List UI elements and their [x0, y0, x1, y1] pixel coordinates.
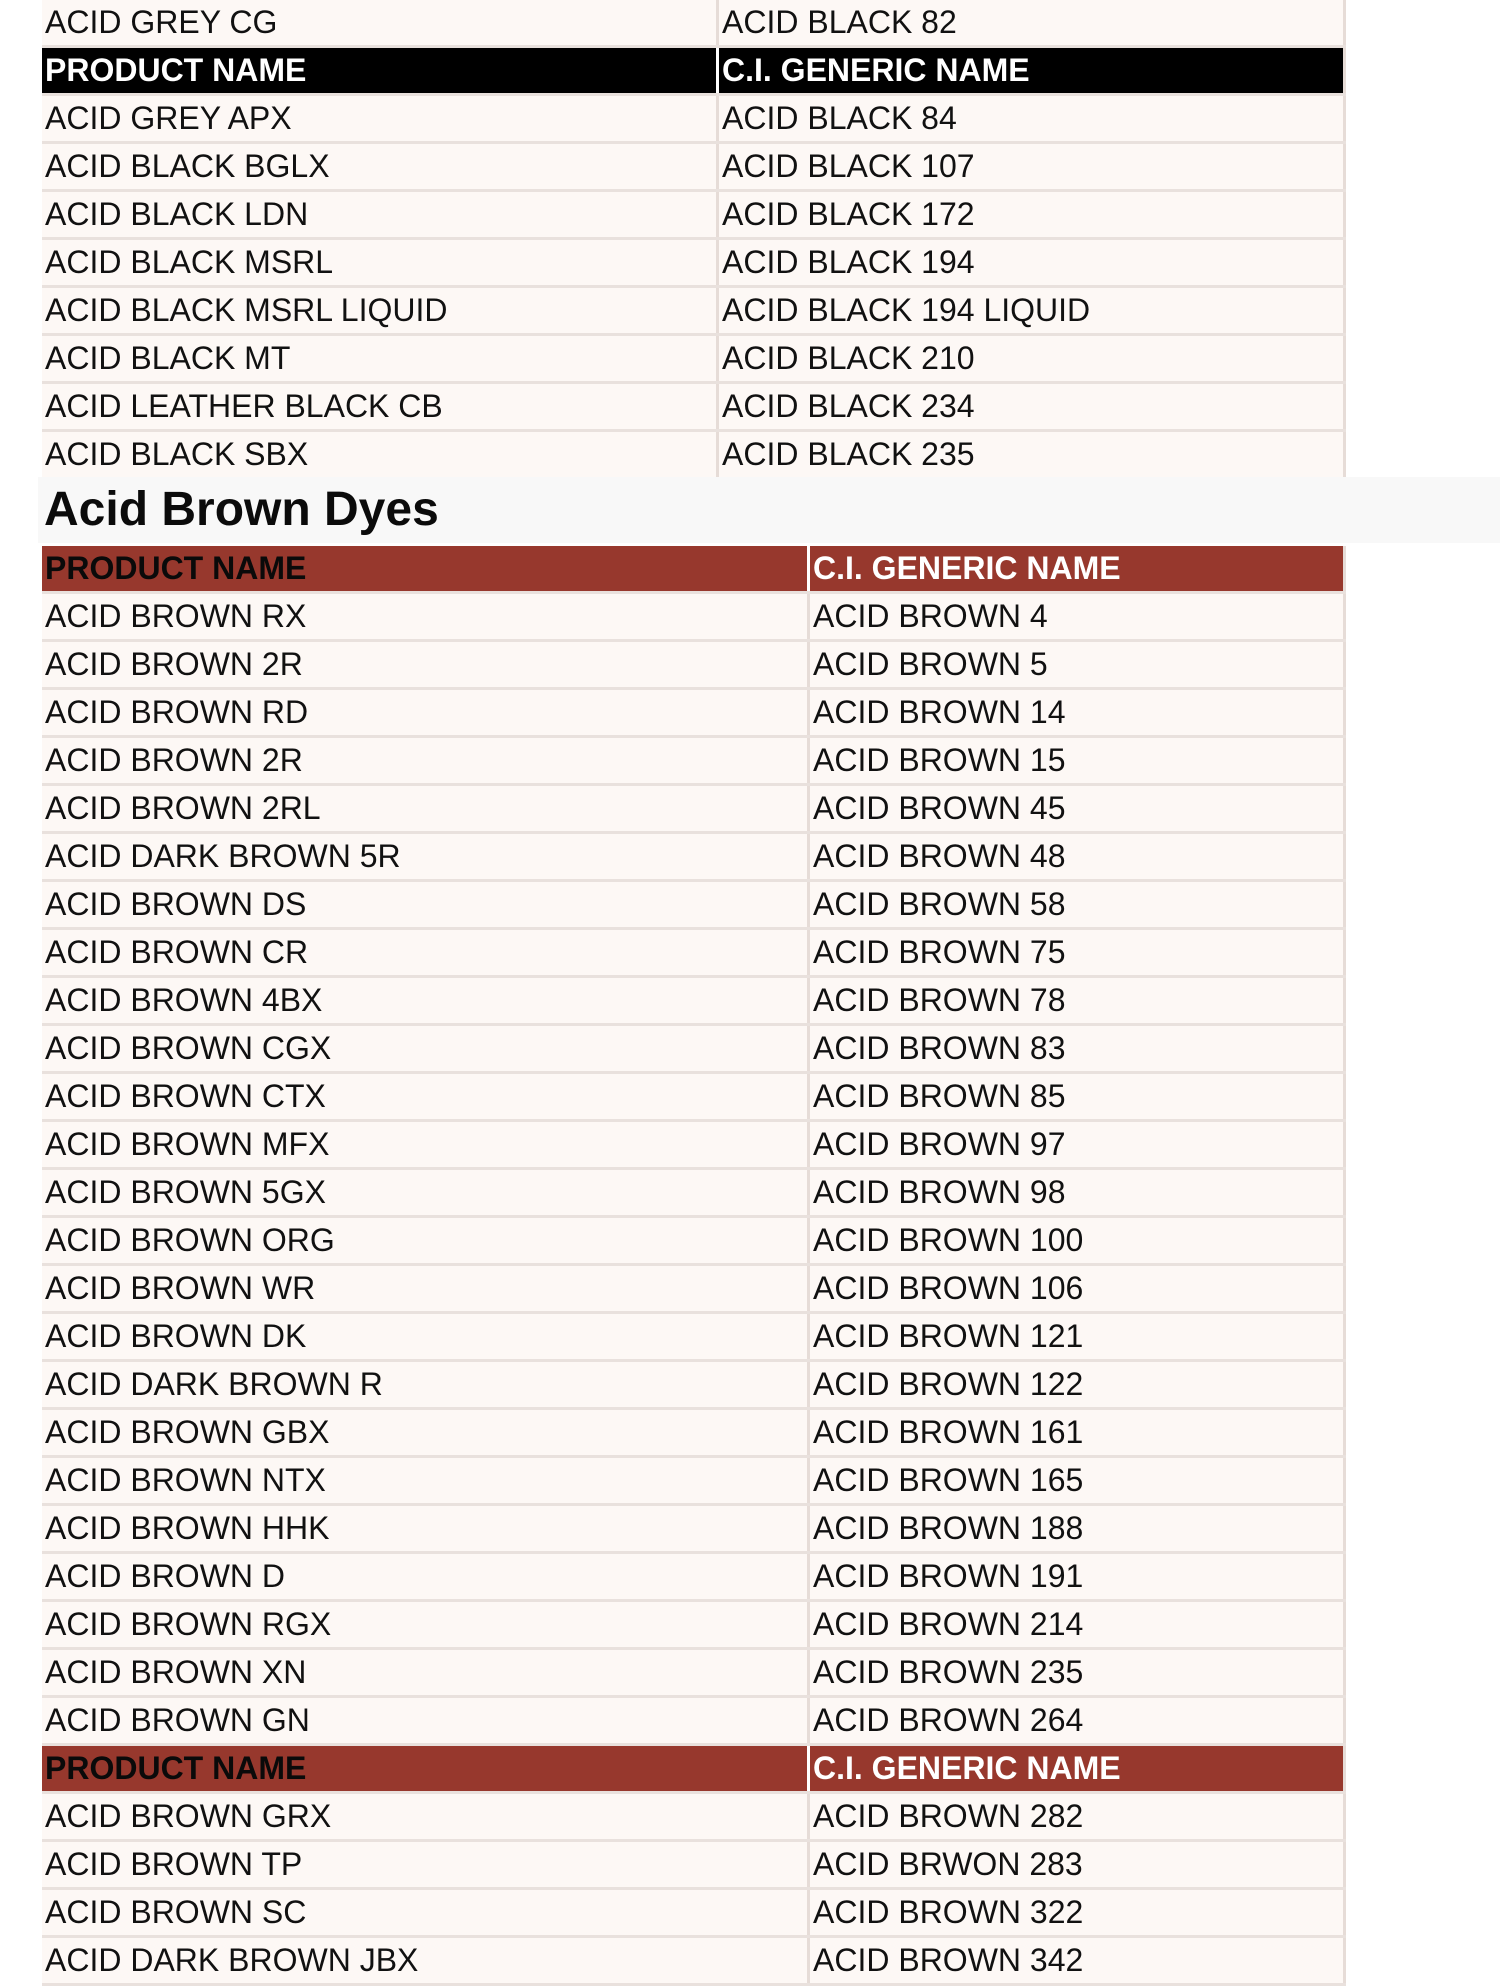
- product-name-cell: ACID BROWN GRX: [45, 1798, 332, 1834]
- table-header-row: [42, 1746, 1346, 1794]
- product-name-cell: ACID BROWN MFX: [45, 1126, 330, 1162]
- table-row: [42, 1698, 1346, 1746]
- product-name-cell: ACID BROWN HHK: [45, 1510, 330, 1546]
- generic-name-cell: ACID BROWN 45: [807, 786, 1346, 831]
- header-product-name: PRODUCT NAME: [45, 52, 307, 88]
- product-name-cell: ACID BLACK MSRL LIQUID: [45, 292, 448, 328]
- header-generic-name: C.I. GENERIC NAME: [807, 546, 1346, 591]
- product-name-cell: ACID BROWN SC: [45, 1894, 307, 1930]
- generic-name-cell: ACID BROWN 235: [807, 1650, 1346, 1695]
- product-name-cell: ACID BROWN 2R: [45, 646, 303, 682]
- header-product-name: PRODUCT NAME: [45, 1750, 307, 1786]
- table-row: [42, 1458, 1346, 1506]
- generic-name-cell: ACID BROWN 214: [807, 1602, 1346, 1647]
- table-row: [42, 1650, 1346, 1698]
- header-product-name: PRODUCT NAME: [45, 550, 307, 586]
- table-row: [42, 1362, 1346, 1410]
- table-row: [42, 978, 1346, 1026]
- generic-name-cell: ACID BROWN 188: [807, 1506, 1346, 1551]
- table-row: [42, 738, 1346, 786]
- product-name-cell: ACID BROWN RGX: [45, 1606, 332, 1642]
- product-name-cell: ACID BROWN 2R: [45, 742, 303, 778]
- product-name-cell: ACID GREY CG: [45, 4, 278, 40]
- generic-name-cell: ACID BROWN 15: [807, 738, 1346, 783]
- generic-name-cell: ACID BROWN 5: [807, 642, 1346, 687]
- product-name-cell: ACID BROWN 2RL: [45, 790, 321, 826]
- product-name-cell: ACID BROWN XN: [45, 1654, 307, 1690]
- table-row: [42, 1890, 1346, 1938]
- header-generic-name: C.I. GENERIC NAME: [716, 48, 1346, 93]
- table-row: [42, 1410, 1346, 1458]
- product-name-cell: ACID BLACK LDN: [45, 196, 309, 232]
- table-row: [42, 240, 1346, 288]
- table-row: [42, 1554, 1346, 1602]
- generic-name-cell: ACID BROWN 161: [807, 1410, 1346, 1455]
- table-header-row: [42, 546, 1346, 594]
- generic-name-cell: ACID BROWN 100: [807, 1218, 1346, 1263]
- product-name-cell: ACID BROWN WR: [45, 1270, 316, 1306]
- product-name-cell: ACID BROWN DS: [45, 886, 307, 922]
- product-name-cell: ACID BROWN RD: [45, 694, 309, 730]
- generic-name-cell: ACID BLACK 172: [716, 192, 1346, 237]
- generic-name-cell: ACID BROWN 4: [807, 594, 1346, 639]
- table-row: [42, 1266, 1346, 1314]
- generic-name-cell: ACID BROWN 48: [807, 834, 1346, 879]
- table-row: [42, 690, 1346, 738]
- product-name-cell: ACID BLACK SBX: [45, 436, 309, 472]
- acid-brown-table: [42, 546, 1346, 1986]
- table-row: [42, 144, 1346, 192]
- table-row: [42, 786, 1346, 834]
- product-name-cell: ACID BLACK BGLX: [45, 148, 330, 184]
- generic-name-cell: ACID BROWN 97: [807, 1122, 1346, 1167]
- generic-name-cell: ACID BLACK 194: [716, 240, 1346, 285]
- header-generic-name: C.I. GENERIC NAME: [807, 1746, 1346, 1791]
- product-name-cell: ACID BROWN RX: [45, 598, 307, 634]
- table-row: [42, 1074, 1346, 1122]
- generic-name-cell: ACID BLACK 210: [716, 336, 1346, 381]
- table-row: [42, 642, 1346, 690]
- table-row: [42, 1842, 1346, 1890]
- table-header-row: [42, 48, 1346, 96]
- table-row: [42, 594, 1346, 642]
- generic-name-cell: ACID BROWN 58: [807, 882, 1346, 927]
- product-name-cell: ACID BROWN DK: [45, 1318, 307, 1354]
- generic-name-cell: ACID BROWN 165: [807, 1458, 1346, 1503]
- product-name-cell: ACID DARK BROWN JBX: [45, 1942, 419, 1978]
- table-row: [42, 930, 1346, 978]
- product-name-cell: ACID DARK BROWN R: [45, 1366, 383, 1402]
- generic-name-cell: ACID BLACK 234: [716, 384, 1346, 429]
- product-name-cell: ACID BROWN GN: [45, 1702, 310, 1738]
- table-row: [42, 432, 1346, 480]
- generic-name-cell: ACID BROWN 191: [807, 1554, 1346, 1599]
- table-row: [42, 1122, 1346, 1170]
- product-name-cell: ACID LEATHER BLACK CB: [45, 388, 443, 424]
- generic-name-cell: ACID BROWN 282: [807, 1794, 1346, 1839]
- table-row: [42, 1506, 1346, 1554]
- generic-name-cell: ACID BROWN 122: [807, 1362, 1346, 1407]
- table-row: [42, 336, 1346, 384]
- product-name-cell: ACID DARK BROWN 5R: [45, 838, 401, 874]
- generic-name-cell: ACID BROWN 98: [807, 1170, 1346, 1215]
- generic-name-cell: ACID BROWN 83: [807, 1026, 1346, 1071]
- table-row: [42, 1170, 1346, 1218]
- product-name-cell: ACID BLACK MSRL: [45, 244, 334, 280]
- table-row: [42, 1794, 1346, 1842]
- generic-name-cell: ACID BLACK 194 LIQUID: [716, 288, 1346, 333]
- generic-name-cell: ACID BROWN 85: [807, 1074, 1346, 1119]
- generic-name-cell: ACID BROWN 121: [807, 1314, 1346, 1359]
- table-row: [42, 834, 1346, 882]
- generic-name-cell: ACID BROWN 106: [807, 1266, 1346, 1311]
- product-name-cell: ACID BROWN CR: [45, 934, 309, 970]
- table-row: [42, 96, 1346, 144]
- table-row: [42, 882, 1346, 930]
- table-row: [42, 1314, 1346, 1362]
- generic-name-cell: ACID BLACK 235: [716, 432, 1346, 477]
- product-name-cell: ACID BROWN CTX: [45, 1078, 326, 1114]
- table-row: [42, 1218, 1346, 1266]
- generic-name-cell: ACID BROWN 78: [807, 978, 1346, 1023]
- product-name-cell: ACID BROWN TP: [45, 1846, 303, 1882]
- product-name-cell: ACID BROWN 4BX: [45, 982, 323, 1018]
- product-name-cell: ACID BROWN D: [45, 1558, 285, 1594]
- product-name-cell: ACID BROWN 5GX: [45, 1174, 326, 1210]
- product-name-cell: ACID BROWN CGX: [45, 1030, 332, 1066]
- generic-name-cell: ACID BROWN 75: [807, 930, 1346, 975]
- product-name-cell: ACID BROWN NTX: [45, 1462, 326, 1498]
- generic-name-cell: ACID BLACK 84: [716, 96, 1346, 141]
- generic-name-cell: ACID BROWN 264: [807, 1698, 1346, 1743]
- table-row: [42, 288, 1346, 336]
- generic-name-cell: ACID BLACK 107: [716, 144, 1346, 189]
- product-name-cell: ACID GREY APX: [45, 100, 292, 136]
- product-name-cell: ACID BROWN ORG: [45, 1222, 335, 1258]
- table-row: [42, 384, 1346, 432]
- generic-name-cell: ACID BROWN 342: [807, 1938, 1346, 1983]
- generic-name-cell: ACID BLACK 82: [716, 0, 1346, 45]
- generic-name-cell: ACID BRWON 283: [807, 1842, 1346, 1887]
- product-name-cell: ACID BROWN GBX: [45, 1414, 330, 1450]
- generic-name-cell: ACID BROWN 322: [807, 1890, 1346, 1935]
- table-row: [42, 0, 1346, 48]
- acid-black-table: [42, 0, 1346, 480]
- table-row: [42, 192, 1346, 240]
- table-row: [42, 1602, 1346, 1650]
- table-row: [42, 1026, 1346, 1074]
- generic-name-cell: ACID BROWN 14: [807, 690, 1346, 735]
- section-heading-acid-brown-dyes: Acid Brown Dyes: [44, 483, 439, 536]
- product-name-cell: ACID BLACK MT: [45, 340, 291, 376]
